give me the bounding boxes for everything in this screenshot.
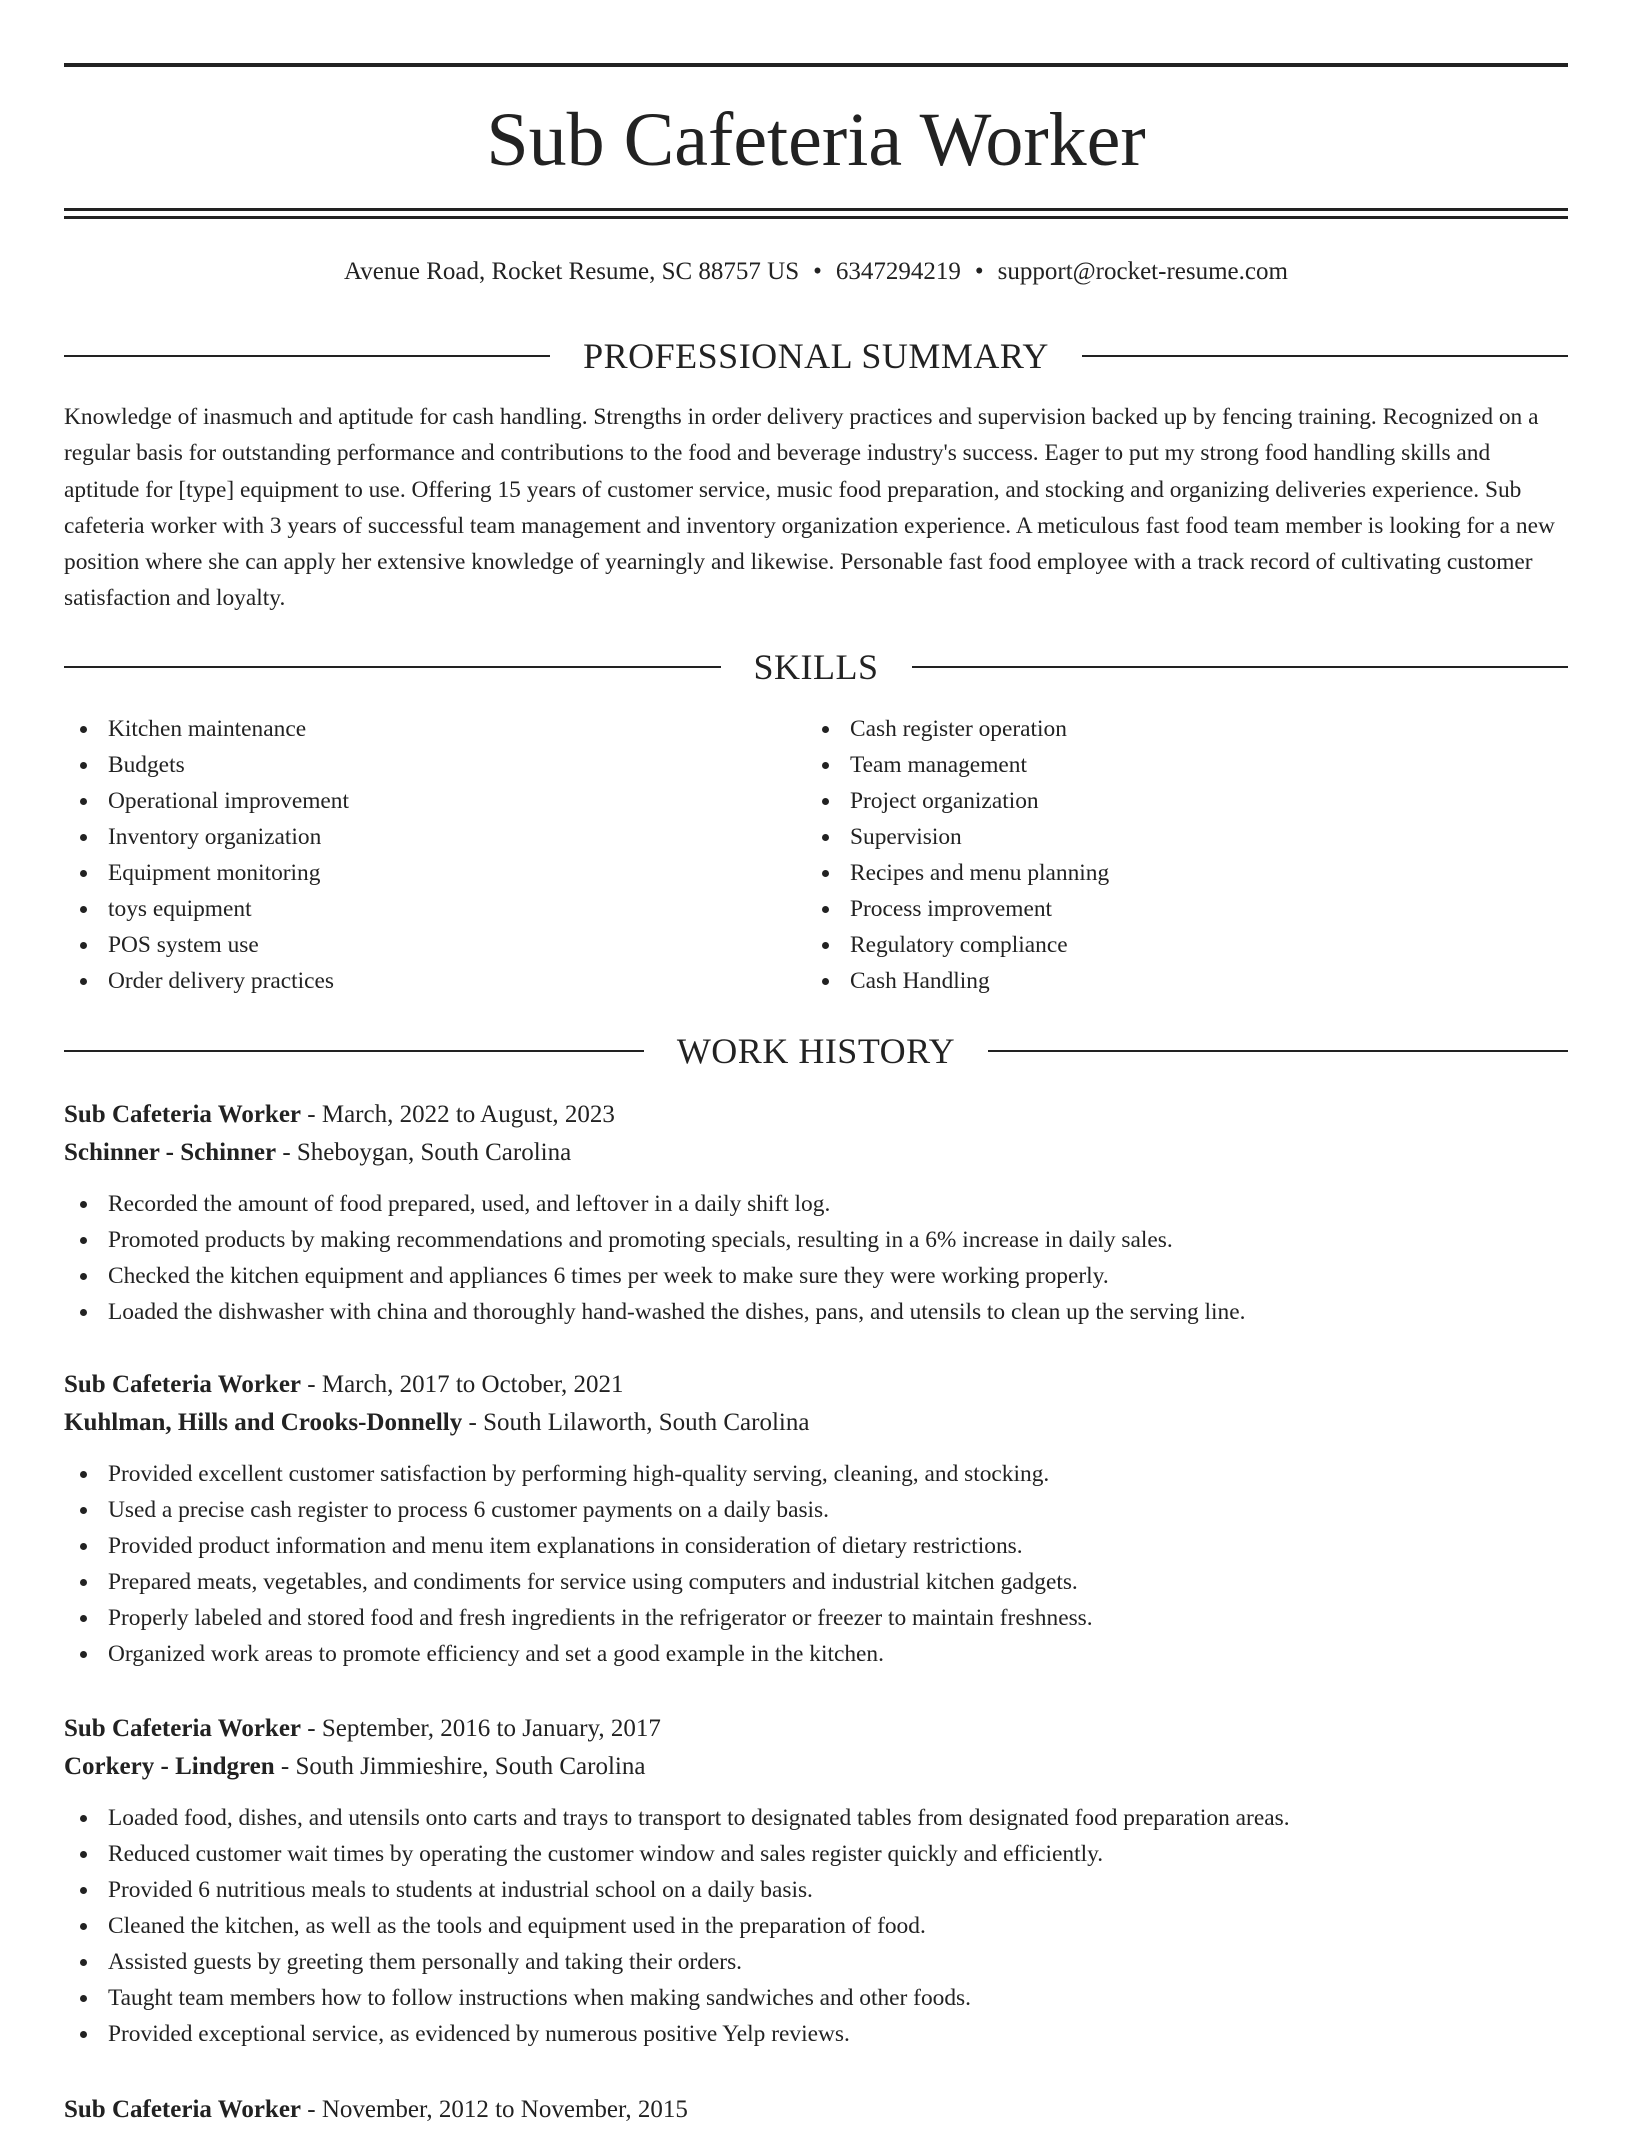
job-company-line: [64, 1404, 1568, 1442]
job-bullet: Checked the kitchen equipment and appliances 6 times per week to make sure they were working properly.: [64, 1258, 1568, 1294]
job-entry: [64, 1366, 1568, 1672]
header-double-rule-lower: [64, 216, 1568, 219]
job-company: Corkery - Lindgren: [64, 1753, 275, 1780]
job-bullet: Taught team members how to follow instructions when making sandwiches and other foods.: [64, 1980, 1568, 2016]
skill-item: POS system use: [64, 927, 804, 963]
skill-item: toys equipment: [64, 891, 804, 927]
skills-column-right: [806, 711, 1546, 999]
job-title: Sub Cafeteria Worker: [64, 1715, 302, 1742]
job-bullet: Loaded food, dishes, and utensils onto carts and trays to transport to designated tables from designated food preparation areas.: [64, 1800, 1568, 1836]
job-bullet-list: [64, 1456, 1568, 1672]
job-bullet: Reduced customer wait times by operating the customer window and sales register quickly and efficiently.: [64, 1836, 1568, 1872]
job-company: Schinner - Schinner: [64, 1139, 277, 1166]
job-bullet: Provided excellent customer satisfaction by performing high-quality serving, cleaning, and stocking.: [64, 1456, 1568, 1492]
professional-summary: Knowledge of inasmuch and aptitude for cash handling. Strengths in order delivery practices and supervision backed up by fencing training. Recognized on a regular basis for outstanding performance and contributions to the food and beverage industry's success. Eager to put my strong food handling skills and aptitude for [type] equipment to use. Offering 15 years of customer service, music food preparation, and stocking and organizing deliveries experience. Sub cafeteria worker with 3 years of successful team management and inventory organization experience. A meticulous fast food team member is looking for a new position where she can apply her extensive knowledge of yearningly and likewise. Personable fast food employee with a track record of cultivating customer satisfaction and loyalty.: [64, 404, 1555, 612]
job-company-line: [64, 1134, 1568, 1172]
job-title-line: [64, 1096, 1568, 1134]
job-title-line: [64, 2091, 1568, 2129]
skills-section-title: SKILLS: [753, 647, 879, 687]
contact-phone: 6347294219: [835, 258, 961, 285]
job-company: Kuhlman, Hills and Crooks-Donnelly: [64, 1409, 463, 1436]
summary-section-header: [64, 334, 1568, 378]
job-bullet: Cleaned the kitchen, as well as the tools and equipment used in the preparation of food.: [64, 1908, 1568, 1944]
skill-item: Operational improvement: [64, 783, 804, 819]
contact-separator: •: [974, 258, 984, 285]
job-entry: [64, 1096, 1568, 1330]
job-company-line: [64, 1748, 1568, 1786]
section-rule-left: [64, 355, 550, 357]
job-title: Sub Cafeteria Worker: [64, 1371, 302, 1398]
job-bullet: Used a precise cash register to process 6 customer payments on a daily basis.: [64, 1492, 1568, 1528]
skill-item: Team management: [806, 747, 1546, 783]
skill-item: Process improvement: [806, 891, 1546, 927]
skill-item: Order delivery practices: [64, 963, 804, 999]
skills-column-left: [64, 711, 804, 999]
job-entry: [64, 2091, 1568, 2129]
contact-email: support@rocket-resume.com: [997, 258, 1288, 285]
section-rule-left: [64, 1050, 644, 1052]
contact-line: [64, 255, 1568, 289]
job-location: - South Jimmieshire, South Carolina: [274, 1753, 646, 1780]
skill-item: Cash register operation: [806, 711, 1546, 747]
job-dates: - March, 2022 to August, 2023: [301, 1101, 615, 1128]
skills-section-header: [64, 645, 1568, 689]
skills-list-right: [806, 711, 1546, 999]
job-entry: [64, 1710, 1568, 2052]
job-bullet: Recorded the amount of food prepared, used, and leftover in a daily shift log.: [64, 1186, 1568, 1222]
header-double-rule-upper: [64, 208, 1568, 211]
skill-item: Equipment monitoring: [64, 855, 804, 891]
work-history-section-title: WORK HISTORY: [676, 1031, 956, 1071]
job-title: Sub Cafeteria Worker: [64, 1101, 302, 1128]
section-rule-right: [1082, 355, 1568, 357]
page-title: Sub Cafeteria Worker: [486, 98, 1146, 182]
skill-item: Inventory organization: [64, 819, 804, 855]
skill-item: Kitchen maintenance: [64, 711, 804, 747]
job-bullet: Provided product information and menu item explanations in consideration of dietary restrictions.: [64, 1528, 1568, 1564]
skill-item: Budgets: [64, 747, 804, 783]
job-bullet: Provided exceptional service, as evidenced by numerous positive Yelp reviews.: [64, 2016, 1568, 2052]
job-bullet: Organized work areas to promote efficiency and set a good example in the kitchen.: [64, 1636, 1568, 1672]
header-top-rule: [64, 63, 1568, 67]
job-dates: - March, 2017 to October, 2021: [301, 1371, 624, 1398]
skills-list-left: [64, 711, 804, 999]
job-dates: - September, 2016 to January, 2017: [301, 1715, 661, 1742]
job-bullet: Promoted products by making recommendations and promoting specials, resulting in a 6% increase in daily sales.: [64, 1222, 1568, 1258]
job-bullet: Prepared meats, vegetables, and condiments for service using computers and industrial kitchen gadgets.: [64, 1564, 1568, 1600]
job-title-line: [64, 1366, 1568, 1404]
job-bullet: Provided 6 nutritious meals to students at industrial school on a daily basis.: [64, 1872, 1568, 1908]
contact-separator: •: [813, 258, 822, 285]
job-title: Sub Cafeteria Worker: [64, 2096, 302, 2123]
skill-item: Supervision: [806, 819, 1546, 855]
job-bullet: Loaded the dishwasher with china and thoroughly hand-washed the dishes, pans, and utensils to clean up the serving line.: [64, 1294, 1568, 1330]
contact-address: Avenue Road, Rocket Resume, SC 88757 US: [344, 258, 800, 285]
job-title-line: [64, 1710, 1568, 1748]
section-rule-left: [64, 666, 721, 668]
section-rule-right: [988, 1050, 1568, 1052]
job-location: - Sheboygan, South Carolina: [276, 1139, 572, 1166]
skill-item: Project organization: [806, 783, 1546, 819]
job-bullet-list: [64, 1800, 1568, 2052]
skill-item: Recipes and menu planning: [806, 855, 1546, 891]
job-bullet: Properly labeled and stored food and fresh ingredients in the refrigerator or freezer to maintain freshness.: [64, 1600, 1568, 1636]
job-dates: - November, 2012 to November, 2015: [301, 2096, 688, 2123]
skill-item: Regulatory compliance: [806, 927, 1546, 963]
job-bullet-list: [64, 1186, 1568, 1330]
skill-item: Cash Handling: [806, 963, 1546, 999]
summary-section-title: PROFESSIONAL SUMMARY: [583, 336, 1049, 376]
section-rule-right: [912, 666, 1569, 668]
job-bullet: Assisted guests by greeting them personally and taking their orders.: [64, 1944, 1568, 1980]
job-location: - South Lilaworth, South Carolina: [462, 1409, 810, 1436]
work-history-section-header: [64, 1029, 1568, 1073]
